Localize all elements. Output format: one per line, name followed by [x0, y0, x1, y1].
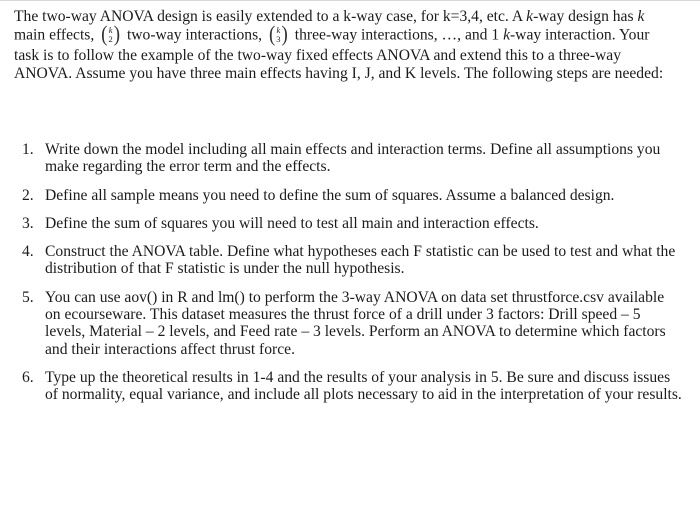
- list-item: [22, 243, 682, 278]
- intro-text-4: two-way interactions,: [123, 26, 266, 44]
- step-number: 5.: [22, 288, 34, 306]
- k-italic: k: [503, 26, 510, 44]
- step-number: 3.: [22, 214, 34, 232]
- binomial-top: k: [276, 24, 281, 35]
- list-item: [22, 215, 682, 232]
- step-text: Construct the ANOVA table. Define what hypotheses each F statistic can be used to test and what the distribution of that F statistic is under the null hypothesis.: [45, 243, 676, 278]
- intro-text-5: three-way interactions, …, and 1: [290, 26, 504, 44]
- list-item: [22, 187, 682, 204]
- list-item: [22, 369, 682, 404]
- binomial-k-choose-2: ( k 2 ): [101, 22, 121, 47]
- list-item: [22, 141, 682, 176]
- intro-text-3: main effects,: [14, 26, 99, 44]
- k-italic: k: [526, 8, 534, 25]
- step-text: Define the sum of squares you will need to test all main and interaction effects.: [45, 214, 539, 232]
- step-text: Type up the theoretical results in 1-4 and the results of your analysis in 5. Be sure and discuss issues of normality, equal variance, and include all plots necessary to aid in the interpretation of your results.: [45, 368, 682, 404]
- step-number: 2.: [22, 186, 34, 204]
- steps-list: [22, 141, 682, 415]
- intro-text-6: -way interaction. Your task is to follow the example of the two-way fixed effects ANOVA and extend this to a three-way ANOVA. Assume you have three main effects having I, J, and K levels. The following steps are needed:: [14, 26, 664, 82]
- step-text: Write down the model including all main effects and interaction terms. Define all assumptions you make regarding the error term and the effects.: [45, 141, 661, 176]
- step-number: 1.: [22, 141, 34, 158]
- step-text: You can use aov() in R and lm() to perform the 3-way ANOVA on data set thrustforce.csv available on ecourseware. This dataset measures the thrust force of a drill under 3 factors: Drill speed – 5 levels, Material – 2 levels, and Feed rate – 3 levels. Perform an ANOVA to determine which factors and their interactions affect thrust force.: [45, 288, 666, 358]
- step-number: 6.: [22, 368, 34, 386]
- intro-text-1: The two-way ANOVA design is easily extended to a k-way case, for k=3,4, etc. A: [14, 8, 527, 25]
- step-text: Define all sample means you need to define the sum of squares. Assume a balanced design.: [45, 186, 615, 204]
- intro-paragraph: [14, 8, 678, 82]
- k-italic: k: [637, 8, 645, 25]
- binomial-top: k: [108, 24, 113, 35]
- list-item: [22, 289, 682, 358]
- binomial-bottom: 2: [108, 34, 113, 45]
- intro-text-2: -way design has: [533, 8, 638, 25]
- binomial-bottom: 3: [276, 34, 281, 45]
- step-number: 4.: [22, 243, 34, 261]
- binomial-k-choose-3: ( k 3 ): [268, 22, 288, 47]
